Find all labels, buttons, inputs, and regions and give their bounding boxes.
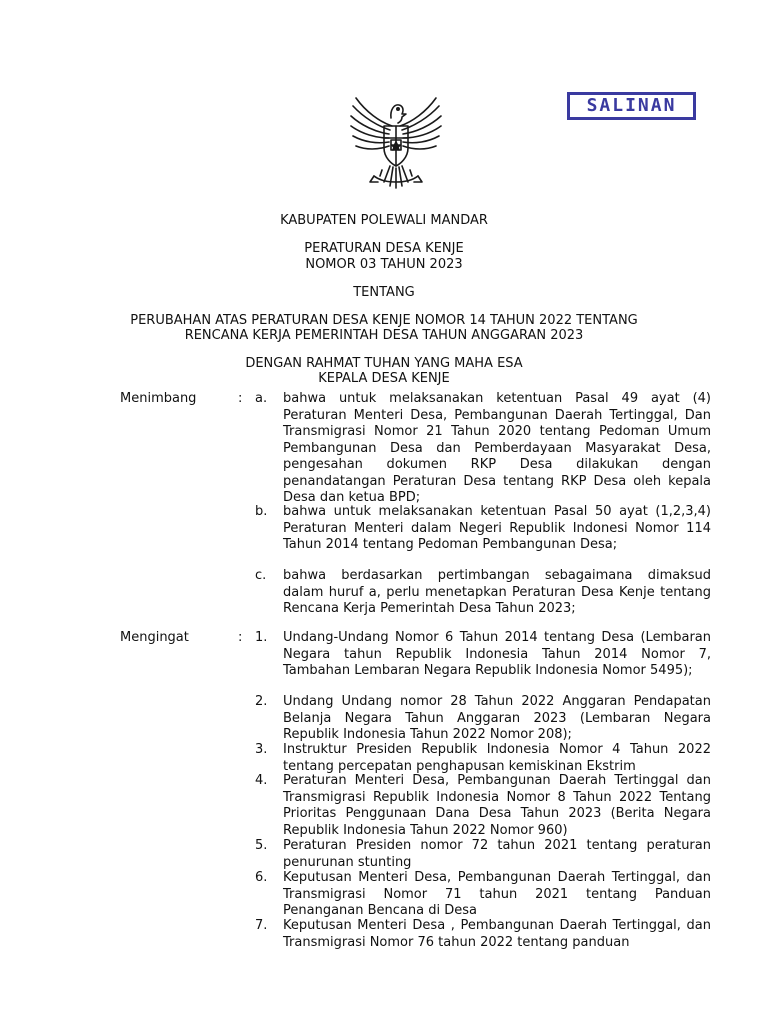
nomor-heading: NOMOR 03 TAHUN 2023 bbox=[305, 257, 463, 272]
mengingat-marker-5: 5. bbox=[255, 838, 268, 853]
garuda-emblem-svg bbox=[344, 92, 448, 196]
garuda-emblem-icon bbox=[344, 92, 448, 196]
mengingat-marker-4: 4. bbox=[255, 773, 268, 788]
mengingat-marker-2: 2. bbox=[255, 694, 268, 709]
mengingat-item-5: Peraturan Presiden nomor 72 tahun 2021 tentang peraturan penurunan stunting bbox=[283, 838, 711, 870]
mengingat-item-7: Keputusan Menteri Desa , Pembangunan Daerah Tertinggal, dan Transmigrasi Nomor 76 tahun 2022 tentang panduan bbox=[283, 918, 711, 950]
mengingat-marker-3: 3. bbox=[255, 742, 268, 757]
mengingat-item-3: Instruktur Presiden Republik Indonesia Nomor 4 Tahun 2022 tentang percepatan penghapusan kemiskinan Ekstrim bbox=[283, 742, 711, 774]
kepala-heading: KEPALA DESA KENJE bbox=[318, 371, 450, 386]
mengingat-label: Mengingat bbox=[120, 630, 189, 645]
mengingat-item-1: Undang-Undang Nomor 6 Tahun 2014 tentang Desa (Lembaran Negara tahun Republik Indonesia Tahun 2014 Nomor 7, Tambahan Lembaran Negara Republik Indonesia Nomor 5495); bbox=[283, 630, 711, 678]
rahmat-heading: DENGAN RAHMAT TUHAN YANG MAHA ESA bbox=[245, 356, 523, 371]
mengingat-item-6: Keputusan Menteri Desa, Pembangunan Daerah Tertinggal, dan Transmigrasi Nomor 71 tahun 2021 tentang Panduan Penanganan Bencana di Desa bbox=[283, 870, 711, 918]
menimbang-item-b: bahwa untuk melaksanakan ketentuan Pasal 50 ayat (1,2,3,4) Peraturan Menteri dalam Negeri Republik Indonesi Nomor 114 Tahun 2014 tentang Pedoman Pembangunan Desa; bbox=[283, 504, 711, 552]
menimbang-item-c: bahwa berdasarkan pertimbangan sebagaimana dimaksud dalam huruf a, perlu menetapkan Peraturan Desa Kenje tentang Rencana Kerja Pemerintah Desa Tahun 2023; bbox=[283, 568, 711, 616]
judul-line-2: RENCANA KERJA PEMERINTAH DESA TAHUN ANGGARAN 2023 bbox=[184, 328, 584, 343]
judul-line-1: PERUBAHAN ATAS PERATURAN DESA KENJE NOMOR 14 TAHUN 2022 TENTANG bbox=[130, 313, 638, 328]
peraturan-heading: PERATURAN DESA KENJE bbox=[304, 241, 464, 256]
mengingat-colon: : bbox=[238, 630, 243, 645]
salinan-stamp: SALINAN bbox=[567, 92, 696, 120]
menimbang-marker-a: a. bbox=[255, 391, 268, 406]
menimbang-marker-b: b. bbox=[255, 504, 268, 519]
mengingat-item-2: Undang Undang nomor 28 Tahun 2022 Anggaran Pendapatan Belanja Negara Tahun Anggaran 2023 (Lembaran Negara Republik Indonesia Tahun 2022 Nomor 208); bbox=[283, 694, 711, 742]
mengingat-item-4: Peraturan Menteri Desa, Pembangunan Daerah Tertinggal dan Transmigrasi Republik Indonesia Nomor 8 Tahun 2022 Tentang Prioritas Penggunaan Dana Desa Tahun 2023 (Berita Negara Republik Indonesia Tahun 2022 Nomor 960) bbox=[283, 773, 711, 838]
kabupaten-heading: KABUPATEN POLEWALI MANDAR bbox=[280, 213, 488, 228]
mengingat-marker-7: 7. bbox=[255, 918, 268, 933]
mengingat-marker-1: 1. bbox=[255, 630, 268, 645]
menimbang-marker-c: c. bbox=[255, 568, 267, 583]
menimbang-label: Menimbang bbox=[120, 391, 197, 406]
tentang-heading: TENTANG bbox=[353, 285, 415, 300]
mengingat-marker-6: 6. bbox=[255, 870, 268, 885]
menimbang-colon: : bbox=[238, 391, 243, 406]
menimbang-item-a: bahwa untuk melaksanakan ketentuan Pasal 49 ayat (4) Peraturan Menteri Desa, Pembangunan Daerah Tertinggal, Dan Transmigrasi Nomor 21 Tahun 2020 tentang Pedoman Umum Pembangunan Desa dan Pemberdayaan Masyarakat Desa, pengesahan dokumen RKP Desa dilakukan dengan penandatangan Peraturan Desa tentang RKP Desa oleh kepala Desa dan ketua BPD; bbox=[283, 391, 711, 505]
